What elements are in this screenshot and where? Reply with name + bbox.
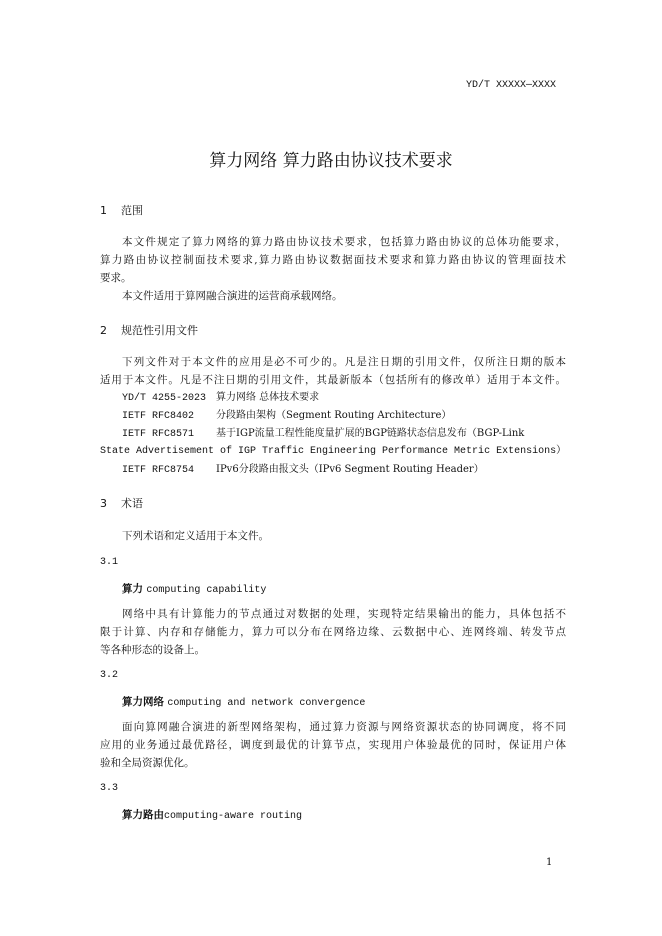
reference-code: IETF RFC8402 xyxy=(122,411,195,422)
section-1-heading xyxy=(100,202,143,218)
definition-line: 应用的业务通过最优路径，调度到最优的计算节点，实现用户体验最优的同时，保证用户体 xyxy=(100,739,566,751)
section-number: 1 xyxy=(100,204,107,217)
reference-code: IETF RFC8571 xyxy=(122,429,195,440)
section-number: 2 xyxy=(100,324,107,337)
paragraph-line: 下列术语和定义适用于本文件。 xyxy=(122,530,269,542)
paragraph-line: 本文件规定了算力网络的算力路由协议技术要求，包括算力路由协议的总体功能要求， xyxy=(122,236,566,248)
page-number: 1 xyxy=(546,857,553,868)
reference-title: 算力网络 总体技术要求 xyxy=(216,392,320,403)
term-entry xyxy=(122,694,365,709)
term-entry xyxy=(122,807,302,822)
term-chinese: 算力路由 xyxy=(122,809,164,821)
paragraph-line: 算力路由协议控制面技术要求,算力路由协议数据面技术要求和算力路由协议的管理面技术 xyxy=(100,254,566,266)
paragraph-line: 适用于本文件。凡是不注日期的引用文件，其最新版本（包括所有的修改单）适用于本文件。 xyxy=(100,374,566,386)
paragraph-line: 要求。 xyxy=(100,272,132,284)
reference-title: 基于IGP流量工程性能度量扩展的BGP链路状态信息发布（BGP-Link xyxy=(216,428,525,439)
section-title: 范围 xyxy=(121,204,143,217)
term-entry xyxy=(122,581,266,596)
reference-continuation: State Advertisement of IGP Traffic Engineering Performance Metric Extensions） xyxy=(100,446,567,457)
reference-item xyxy=(122,389,319,408)
reference-item xyxy=(122,461,484,480)
paragraph-line: 下列文件对于本文件的应用是必不可少的。凡是注日期的引用文件，仅所注日期的版本 xyxy=(122,356,566,368)
term-chinese: 算力 xyxy=(122,583,143,595)
section-number: 3 xyxy=(100,497,107,510)
reference-code: YD/T 4255-2023 xyxy=(122,393,207,404)
term-english: computing-aware routing xyxy=(164,811,303,822)
term-number: 3.1 xyxy=(100,557,119,568)
section-title: 规范性引用文件 xyxy=(121,324,198,337)
definition-line: 验和全局资源优化。 xyxy=(100,757,195,769)
term-english: computing capability xyxy=(146,585,267,596)
section-title: 术语 xyxy=(121,497,143,510)
reference-code: IETF RFC8754 xyxy=(122,465,195,476)
term-number: 3.2 xyxy=(100,670,119,681)
reference-item xyxy=(122,407,451,426)
definition-line: 等各种形态的设备上。 xyxy=(100,644,205,656)
reference-title: IPv6分段路由报文头（IPv6 Segment Routing Header） xyxy=(216,464,484,475)
term-chinese: 算力网络 xyxy=(122,696,164,708)
document-code: YD/T XXXXX—XXXX xyxy=(466,80,557,91)
definition-line: 面向算网融合演进的新型网络架构，通过算力资源与网络资源状态的协同调度，将不同 xyxy=(122,721,566,733)
definition-line: 网络中具有计算能力的节点通过对数据的处理，实现特定结果输出的能力，具体包括不 xyxy=(122,608,566,620)
section-2-heading xyxy=(100,322,198,338)
section-3-heading xyxy=(100,495,143,511)
definition-line: 限于计算、内存和存储能力，算力可以分布在网络边缘、云数据中心、连网终端、转发节点 xyxy=(100,626,566,638)
term-english: computing and network convergence xyxy=(167,698,366,709)
paragraph-line: 本文件适用于算网融合演进的运营商承载网络。 xyxy=(122,290,343,302)
document-title: 算力网络 算力路由协议技术要求 xyxy=(209,151,453,171)
reference-item xyxy=(122,425,524,444)
reference-title: 分段路由架构（Segment Routing Architecture） xyxy=(216,410,452,421)
term-number: 3.3 xyxy=(100,783,119,794)
